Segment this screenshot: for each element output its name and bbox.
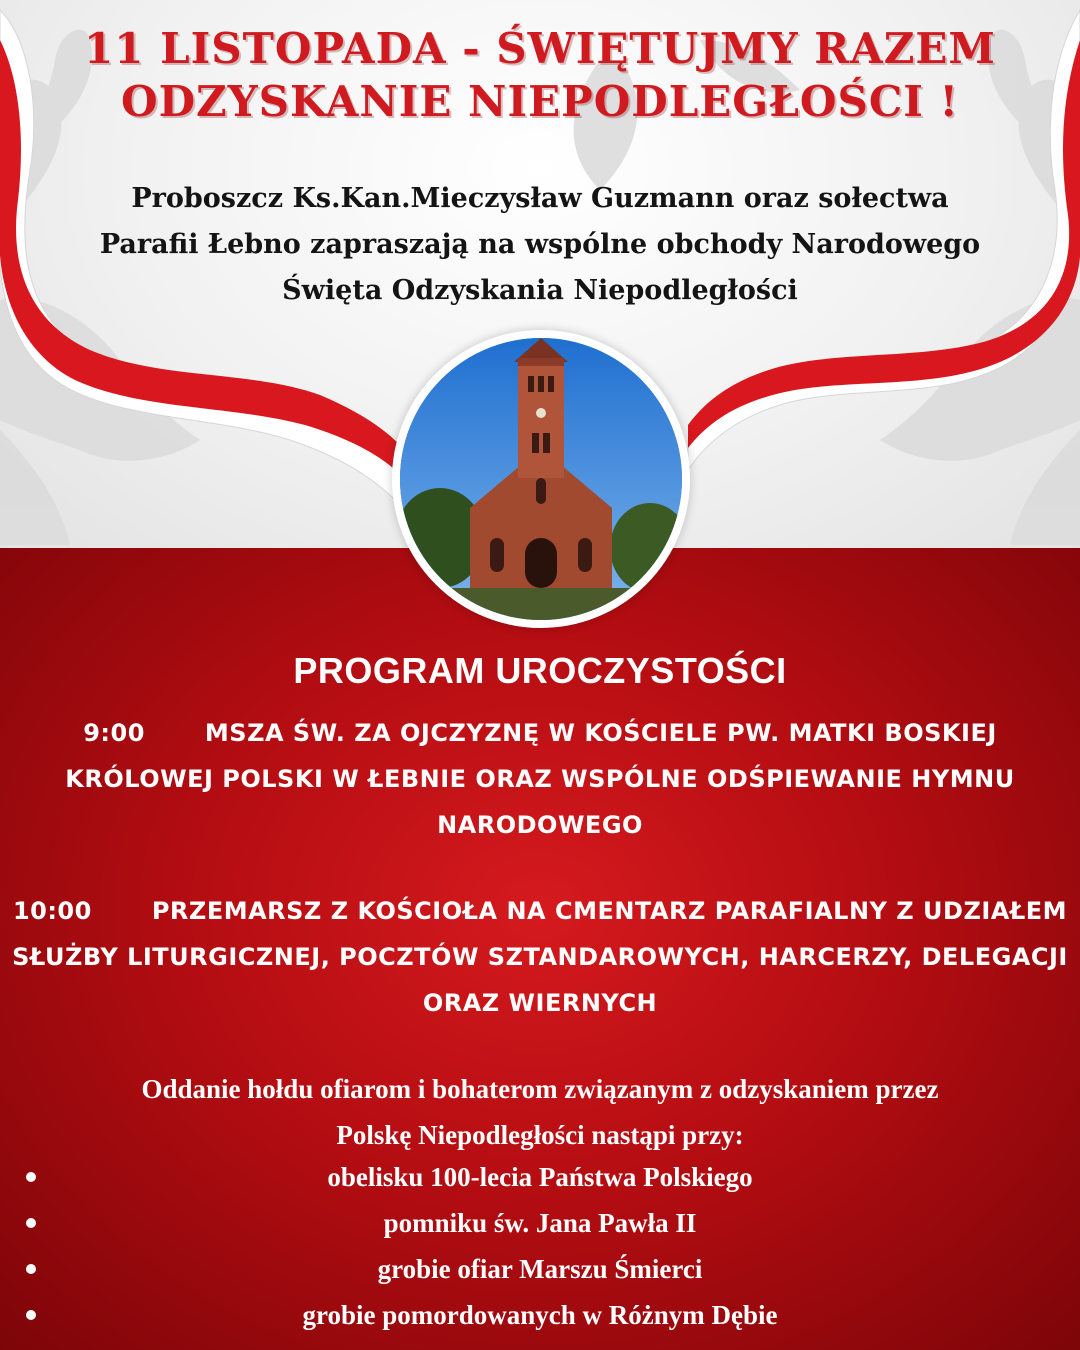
event-text-line-1: MSZA ŚW. ZA OJCZYZNĘ W KOŚCIELE PW. MATKI BOSKIEJ — [204, 719, 997, 747]
event-time: 10:00 — [12, 897, 92, 925]
bullet-icon — [26, 1218, 36, 1228]
event-time: 9:00 — [83, 719, 145, 747]
list-item — [0, 1154, 1080, 1200]
homage-line-1: Oddanie hołdu ofiarom i bohaterom związanym z odzyskaniem przez — [141, 1074, 939, 1104]
list-item — [0, 1292, 1080, 1338]
intro-line-1: Proboszcz Ks.Kan.Mieczysław Guzmann oraz sołectwa — [131, 183, 949, 214]
place-label: pomniku św. Jana Pawła II — [383, 1208, 697, 1238]
event-text-line-2: SŁUŻBY LITURGICZNEJ, POCZTÓW SZTANDAROWYCH, HARCERZY, DELEGACJI — [12, 943, 1068, 971]
bullet-icon — [26, 1310, 36, 1320]
event-text-line-3: ORAZ WIERNYCH — [422, 989, 658, 1017]
intro-line-2: Parafii Łebno zapraszają na wspólne obchody Narodowego — [99, 229, 981, 260]
bullet-icon — [26, 1264, 36, 1274]
invitation-text — [40, 176, 1040, 314]
title-line-2: ODZYSKANIE NIEPODLEGŁOŚCI ! — [121, 77, 959, 126]
homage-line-2: Polskę Niepodległości nastąpi przy: — [336, 1120, 744, 1150]
event-text-line-3: NARODOWEGO — [437, 811, 643, 839]
event-text-line-2: KRÓLOWEJ POLSKI W ŁEBNIE ORAZ WSPÓLNE ODŚPIEWANIE HYMNU — [65, 765, 1015, 793]
program-heading: PROGRAM UROCZYSTOŚCI — [293, 650, 787, 691]
program-event-2 — [10, 888, 1070, 1026]
bullet-icon — [26, 1172, 36, 1182]
homage-places-list — [0, 1154, 1080, 1338]
place-label: obelisku 100-lecia Państwa Polskiego — [327, 1162, 753, 1192]
place-label: grobie ofiar Marszu Śmierci — [377, 1254, 703, 1284]
list-item — [0, 1200, 1080, 1246]
intro-line-3: Święta Odzyskania Niepodległości — [282, 275, 798, 306]
event-title — [0, 22, 1080, 128]
homage-intro — [20, 1066, 1060, 1158]
place-label: grobie pomordowanych w Różnym Dębie — [302, 1300, 778, 1330]
event-text-line-1: PRZEMARSZ Z KOŚCIOŁA NA CMENTARZ PARAFIALNY Z UDZIAŁEM — [151, 897, 1068, 925]
title-line-1: 11 LISTOPADA - ŚWIĘTUJMY RAZEM — [84, 24, 996, 73]
church-photo — [392, 330, 690, 628]
program-event-1 — [60, 710, 1020, 848]
list-item — [0, 1246, 1080, 1292]
